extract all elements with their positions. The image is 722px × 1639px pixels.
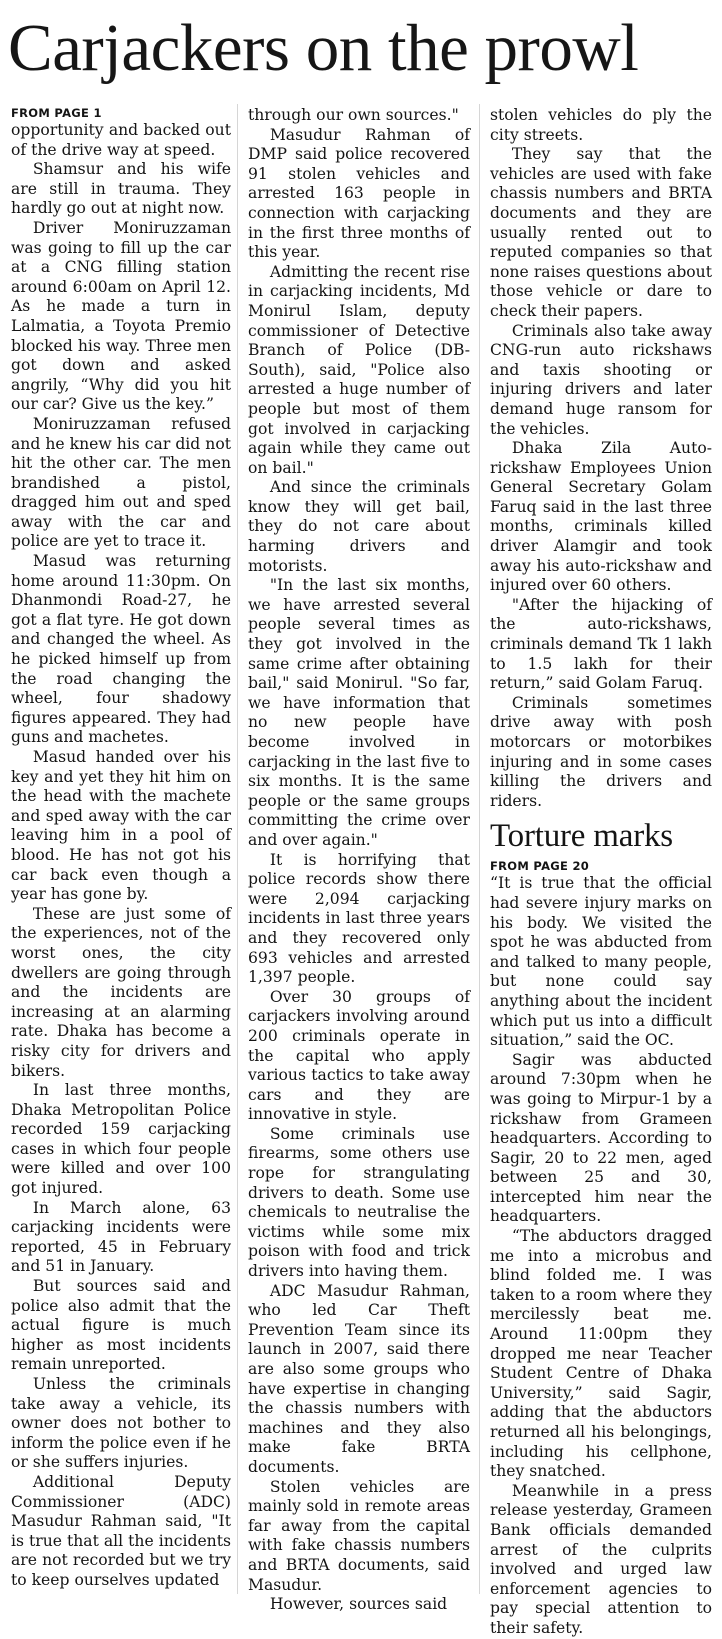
paragraph: In March alone, 63 carjacking incidents were reported, 45 in February and 51 in January.: [11, 1198, 231, 1276]
continuation-kicker: FROM PAGE 20: [490, 859, 590, 874]
paragraph: Shamsur and his wife are still in trauma. They hardly go out at night now.: [11, 160, 231, 218]
paragraph: "After the hijacking of the auto-rickshaws, criminals demand Tk 1 lakh to 1.5 lakh for their return,” said Golam Faruq.: [490, 595, 712, 693]
second-story-headline: Torture marks: [490, 818, 673, 855]
paragraph: Unless the criminals take away a vehicle, its owner does not bother to inform the police even if he or she suffers injuries.: [11, 1375, 231, 1472]
paragraph: Dhaka Zila Auto-rickshaw Employees Union General Secretary Golam Faruq said in the last three months, criminals killed driver Alamgir and took away his auto-rickshaw and injured over 60 others.: [490, 439, 712, 595]
continuation-kicker: FROM PAGE 1: [11, 106, 102, 120]
paragraph: Masud handed over his key and yet they hit him on the head with the machete and sped away with the car leaving him in a pool of blood. He has not got his car back even though a year has gone by.: [11, 748, 231, 904]
paragraph: ADC Masudur Rahman, who led Car Theft Prevention Team since its launch in 2007, said there are also some groups who have expertise in changing the chassis numbers with machines and they also make fake BRTA documents.: [248, 1281, 470, 1476]
paragraph: “It is true that the official had severe injury marks on his body. We visited the spot he was abducted from and talked to many people, but none could say anything about the incident which put us into a difficult situation,” said the OC.: [490, 874, 712, 1050]
paragraph: In last three months, Dhaka Metropolitan Police recorded 159 carjacking cases in which four people were killed and over 100 got injured.: [11, 1081, 231, 1198]
paragraph: opportunity and backed out of the drive way at speed.: [11, 121, 231, 159]
paragraph: Driver Moniruzzaman was going to fill up the car at a CNG filling station around 6:00am on April 12. As he made a turn in Lalmatia, a Toyota Premio blocked his way. Three men got down and asked angrily, “Why did you hit our car? Give us the key.”: [11, 218, 231, 414]
paragraph: Stolen vehicles are mainly sold in remote areas far away from the capital with fake chassis numbers and BRTA documents, said Masudur.: [248, 1477, 470, 1594]
paragraph: However, sources said: [269, 1595, 448, 1614]
paragraph: Sagir was abducted around 7:30pm when he was going to Mirpur-1 by a rickshaw from Grameen headquarters. According to Sagir, 20 to 22 men, aged between 25 and 30, intercepted him near the headquarters.: [490, 1050, 712, 1226]
paragraph: These are just some of the experiences, not of the worst ones, the city dwellers are going through and the incidents are increasing at an alarming rate. Dhaka has become a risky city for drivers and bikers.: [11, 904, 231, 1080]
paragraph: But sources said and police also admit that the actual figure is much higher as most incidents remain unreported.: [11, 1277, 231, 1374]
article-column-1: [11, 106, 231, 1598]
paragraph: Criminals sometimes drive away with posh motorcars or motorbikes injuring and in some cases killing the drivers and riders.: [490, 693, 712, 810]
article-column-2: [248, 106, 470, 1614]
paragraph: Admitting the recent rise in carjacking incidents, Md Monirul Islam, deputy commissioner of Detective Branch of Police (DB-South), said, "Police also arrested a huge number of people but most of them got involved in carjacking again while they came out on bail.": [248, 262, 470, 477]
column-rule: [237, 104, 238, 1594]
main-headline: Carjackers on the prowl: [8, 11, 639, 85]
paragraph: through our own sources.": [248, 106, 459, 124]
paragraph: It is horrifying that police records show there were 2,094 carjacking incidents in last three years and they recovered only 693 vehicles and arrested 1,397 people.: [248, 850, 470, 987]
paragraph: Additional Deputy Commissioner (ADC) Masudur Rahman said, "It is true that all the incidents are not recorded but we try to keep ourselves updated: [11, 1472, 231, 1589]
paragraph: Masud was returning home around 11:30pm. On Dhanmondi Road-27, he got a flat tyre. He got down and changed the wheel. As he picked himself up from the road changing the wheel, four shadowy figures appeared. They had guns and machetes.: [11, 552, 231, 747]
column-rule: [479, 104, 480, 1594]
paragraph: Over 30 groups of carjackers involving around 200 criminals operate in the capital who apply various tactics to take away cars and they are innovative in style.: [248, 987, 470, 1124]
paragraph: Meanwhile in a press release yesterday, Grameen Bank officials demanded arrest of the culprits involved and urged law enforcement agencies to pay special attention to their safety.: [490, 1481, 712, 1637]
paragraph: And since the criminals know they will get bail, they do not care about harming drivers and motorists.: [248, 478, 470, 575]
paragraph: "In the last six months, we have arrested several people several times as they got involved in the same crime after obtaining bail," said Monirul. "So far, we have information that no new people have become involved in carjacking in the last five to six months. It is the same people or the same groups committing the crime over and over again.": [248, 576, 470, 849]
paragraph: Moniruzzaman refused and he knew his car did not hit the other car. The men brandished a pistol, dragged him out and sped away with the car and police are yet to trace it.: [11, 414, 231, 551]
article-column-3: [490, 106, 712, 1637]
paragraph: Masudur Rahman of DMP said police recovered 91 stolen vehicles and arrested 163 people in connection with carjacking in the first three months of this year.: [248, 125, 470, 262]
paragraph: “The abductors dragged me into a microbus and blind folded me. I was taken to a room where they mercilessly beat me. Around 11:00pm they dropped me near Teacher Student Centre of Dhaka University,” said Sagir, adding that the abductors returned all his belongings, including his cellphone, they snatched.: [490, 1227, 712, 1481]
paragraph: stolen vehicles do ply the city streets.: [490, 106, 712, 144]
paragraph: Criminals also take away CNG-run auto rickshaws and taxis shooting or injuring drivers and later demand huge ransom for the vehicles.: [490, 321, 712, 438]
paragraph: They say that the vehicles are used with fake chassis numbers and BRTA documents and they are usually rented out to reputed companies so that none raises questions about those vehicle or dare to check their papers.: [490, 145, 712, 320]
paragraph: Some criminals use firearms, some others use rope for strangulating drivers to death. Some use chemicals to neutralise the victims while some mix poison with food and trick drivers into having them.: [248, 1124, 470, 1281]
